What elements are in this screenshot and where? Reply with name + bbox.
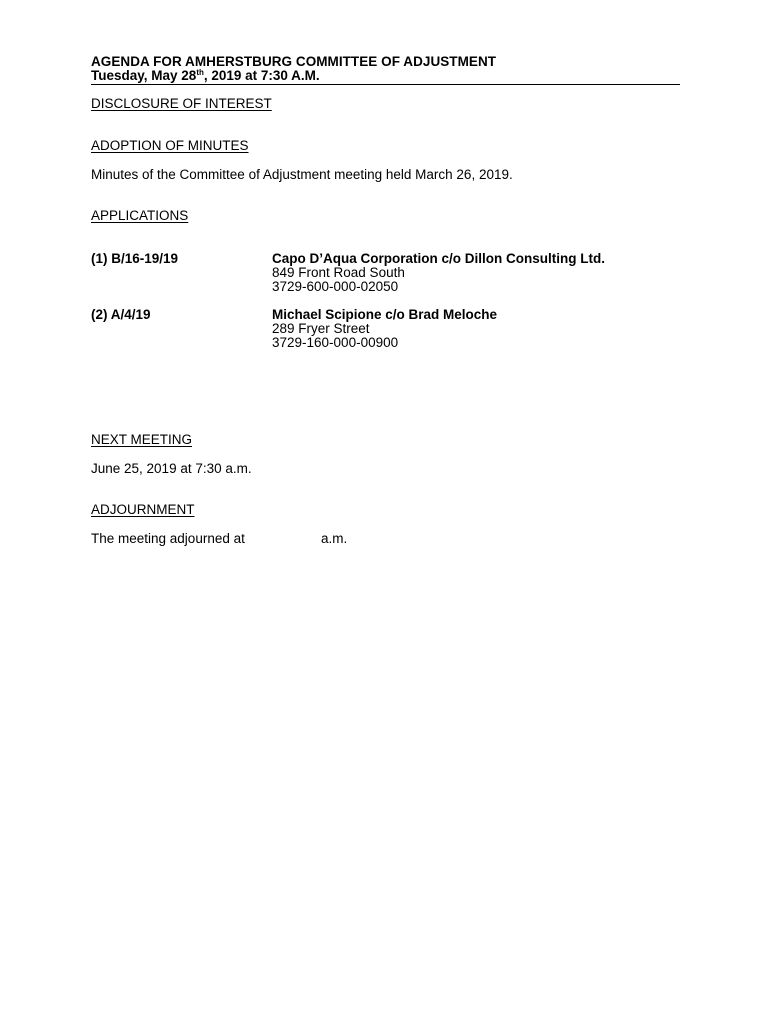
- next-meeting-heading: NEXT MEETING: [91, 432, 193, 447]
- application-2-address: 289 Fryer Street: [272, 321, 370, 336]
- application-2-roll: 3729-160-000-00900: [272, 335, 399, 350]
- application-2-id: (2) A/4/19: [91, 307, 151, 322]
- application-1-details: [272, 252, 605, 294]
- title-date-prefix: Tuesday, May 28: [91, 68, 197, 83]
- applications-heading: APPLICATIONS: [91, 208, 189, 223]
- agenda-title-line1: AGENDA FOR AMHERSTBURG COMMITTEE OF ADJUSTMENT: [91, 54, 497, 69]
- minutes-text: Minutes of the Committee of Adjustment meeting held March 26, 2019.: [91, 167, 513, 182]
- application-2-details: [272, 308, 497, 350]
- application-1-roll: 3729-600-000-02050: [272, 279, 399, 294]
- title-date-superscript: th: [196, 68, 204, 77]
- adjournment-heading: ADJOURNMENT: [91, 502, 195, 517]
- application-2-name: Michael Scipione c/o Brad Meloche: [272, 307, 498, 322]
- application-1-address: 849 Front Road South: [272, 265, 405, 280]
- next-meeting-text: June 25, 2019 at 7:30 a.m.: [91, 461, 252, 476]
- application-1-name: Capo D’Aqua Corporation c/o Dillon Consulting Ltd.: [272, 251, 605, 266]
- application-1-id: (1) B/16-19/19: [91, 251, 179, 266]
- minutes-heading: ADOPTION OF MINUTES: [91, 138, 249, 153]
- title-date-suffix: , 2019 at 7:30 A.M.: [203, 68, 320, 83]
- agenda-title-date: [91, 69, 680, 83]
- adjournment-text: The meeting adjourned at: [91, 531, 245, 546]
- agenda-title: [91, 54, 680, 85]
- disclosure-heading: DISCLOSURE OF INTEREST: [91, 96, 272, 111]
- adjournment-time-suffix: a.m.: [321, 531, 348, 546]
